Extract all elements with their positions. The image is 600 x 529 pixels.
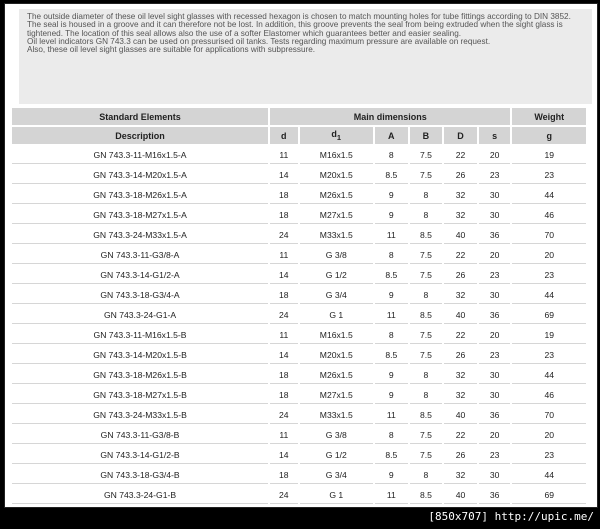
table-row bbox=[12, 426, 586, 444]
cell-d: 14 bbox=[270, 346, 298, 364]
cell-b: 7.5 bbox=[410, 266, 443, 284]
cell-description: GN 743.3-24-G1-A bbox=[12, 306, 268, 324]
cell-description: GN 743.3-11-G3/8-B bbox=[12, 426, 268, 444]
cell-a: 8.5 bbox=[375, 266, 408, 284]
table-row bbox=[12, 366, 586, 384]
cell-description: GN 743.3-24-G1-B bbox=[12, 486, 268, 504]
cell-d: 18 bbox=[270, 286, 298, 304]
cell-g: 70 bbox=[512, 406, 586, 424]
table-row bbox=[12, 306, 586, 324]
cell-d: 11 bbox=[270, 426, 298, 444]
table-row bbox=[12, 446, 586, 464]
cell-d1: G 1 bbox=[300, 306, 373, 324]
cell-b: 8 bbox=[410, 366, 443, 384]
cell-s: 36 bbox=[479, 406, 511, 424]
table-row bbox=[12, 346, 586, 364]
cell-a: 8 bbox=[375, 426, 408, 444]
cell-dd: 22 bbox=[444, 326, 477, 344]
cell-d: 24 bbox=[270, 486, 298, 504]
cell-d1: M20x1.5 bbox=[300, 166, 373, 184]
cell-b: 7.5 bbox=[410, 426, 443, 444]
cell-description: GN 743.3-24-M33x1.5-A bbox=[12, 226, 268, 244]
cell-d: 18 bbox=[270, 206, 298, 224]
group-header-weight: Weight bbox=[512, 108, 586, 125]
cell-d1: M16x1.5 bbox=[300, 146, 373, 164]
cell-b: 8 bbox=[410, 386, 443, 404]
cell-s: 23 bbox=[479, 446, 511, 464]
column-header-a: A bbox=[375, 127, 408, 144]
cell-dd: 40 bbox=[444, 306, 477, 324]
cell-dd: 22 bbox=[444, 146, 477, 164]
cell-a: 11 bbox=[375, 486, 408, 504]
cell-b: 8 bbox=[410, 286, 443, 304]
cell-s: 20 bbox=[479, 426, 511, 444]
cell-description: GN 743.3-14-M20x1.5-B bbox=[12, 346, 268, 364]
cell-d1: G 1/2 bbox=[300, 446, 373, 464]
cell-s: 30 bbox=[479, 466, 511, 484]
cell-d: 24 bbox=[270, 406, 298, 424]
column-header-description: Description bbox=[12, 127, 268, 144]
cell-a: 9 bbox=[375, 186, 408, 204]
cell-d: 24 bbox=[270, 306, 298, 324]
cell-d1: G 3/4 bbox=[300, 286, 373, 304]
intro-paragraph-1: The outside diameter of these oil level sight glasses with recessed hexagon is chosen to match mounting holes for tube fittings according to DIN 3852. bbox=[27, 12, 571, 21]
table-row bbox=[12, 486, 586, 504]
column-header-d1-base: d bbox=[331, 129, 337, 140]
cell-b: 7.5 bbox=[410, 146, 443, 164]
cell-g: 19 bbox=[512, 326, 586, 344]
cell-g: 44 bbox=[512, 466, 586, 484]
cell-d1: G 1 bbox=[300, 486, 373, 504]
cell-dd: 40 bbox=[444, 406, 477, 424]
cell-d: 14 bbox=[270, 166, 298, 184]
cell-b: 7.5 bbox=[410, 346, 443, 364]
cell-b: 8 bbox=[410, 466, 443, 484]
intro-paragraph-3: Oil level indicators GN 743.3 can be used on pressurised oil tanks. Tests regarding maximum pressure are available on request. bbox=[27, 36, 491, 46]
cell-d: 14 bbox=[270, 266, 298, 284]
cell-d: 24 bbox=[270, 226, 298, 244]
cell-d1: M26x1.5 bbox=[300, 366, 373, 384]
cell-a: 8.5 bbox=[375, 166, 408, 184]
cell-d: 11 bbox=[270, 246, 298, 264]
column-header-s: s bbox=[479, 127, 511, 144]
cell-d: 11 bbox=[270, 326, 298, 344]
cell-g: 44 bbox=[512, 286, 586, 304]
cell-g: 70 bbox=[512, 226, 586, 244]
cell-g: 19 bbox=[512, 146, 586, 164]
cell-b: 8 bbox=[410, 186, 443, 204]
cell-s: 30 bbox=[479, 206, 511, 224]
cell-d1: M27x1.5 bbox=[300, 206, 373, 224]
table-row bbox=[12, 286, 586, 304]
cell-a: 9 bbox=[375, 206, 408, 224]
cell-g: 44 bbox=[512, 366, 586, 384]
cell-dd: 32 bbox=[444, 206, 477, 224]
cell-a: 8 bbox=[375, 146, 408, 164]
cell-description: GN 743.3-18-M27x1.5-A bbox=[12, 206, 268, 224]
cell-g: 46 bbox=[512, 206, 586, 224]
cell-dd: 32 bbox=[444, 186, 477, 204]
cell-g: 23 bbox=[512, 266, 586, 284]
table-row bbox=[12, 146, 586, 164]
cell-g: 23 bbox=[512, 346, 586, 364]
cell-dd: 40 bbox=[444, 486, 477, 504]
table-row bbox=[12, 406, 586, 424]
column-header-d1-subscript: 1 bbox=[336, 132, 342, 142]
cell-dd: 22 bbox=[444, 246, 477, 264]
cell-description: GN 743.3-18-G3/4-B bbox=[12, 466, 268, 484]
cell-s: 30 bbox=[479, 366, 511, 384]
cell-g: 20 bbox=[512, 426, 586, 444]
cell-b: 7.5 bbox=[410, 446, 443, 464]
cell-description: GN 743.3-11-M16x1.5-B bbox=[12, 326, 268, 344]
cell-d1: M33x1.5 bbox=[300, 226, 373, 244]
cell-s: 36 bbox=[479, 306, 511, 324]
cell-dd: 26 bbox=[444, 446, 477, 464]
group-header-standard: Standard Elements bbox=[12, 108, 268, 125]
table-row bbox=[12, 246, 586, 264]
group-header-main-dimensions: Main dimensions bbox=[270, 108, 510, 125]
cell-s: 30 bbox=[479, 386, 511, 404]
cell-dd: 22 bbox=[444, 426, 477, 444]
cell-a: 8.5 bbox=[375, 446, 408, 464]
cell-d: 18 bbox=[270, 466, 298, 484]
cell-d1: M20x1.5 bbox=[300, 346, 373, 364]
cell-a: 9 bbox=[375, 366, 408, 384]
cell-d1: G 1/2 bbox=[300, 266, 373, 284]
cell-a: 8 bbox=[375, 246, 408, 264]
cell-dd: 26 bbox=[444, 346, 477, 364]
cell-description: GN 743.3-11-G3/8-A bbox=[12, 246, 268, 264]
column-header-b: B bbox=[410, 127, 443, 144]
cell-s: 23 bbox=[479, 346, 511, 364]
cell-b: 7.5 bbox=[410, 326, 443, 344]
cell-d1: G 3/8 bbox=[300, 246, 373, 264]
cell-d1: M16x1.5 bbox=[300, 326, 373, 344]
cell-s: 20 bbox=[479, 326, 511, 344]
cell-description: GN 743.3-14-G1/2-B bbox=[12, 446, 268, 464]
cell-s: 30 bbox=[479, 286, 511, 304]
cell-d1: G 3/4 bbox=[300, 466, 373, 484]
cell-dd: 32 bbox=[444, 286, 477, 304]
table-row bbox=[12, 326, 586, 344]
cell-s: 23 bbox=[479, 166, 511, 184]
intro-paragraph-2: The seal is housed in a groove and it can therefore not be lost. In addition, this groove prevents the seal from being extruded when the sight glass is tightened. The location of this seal allows also the use of a softer Elastomer which guarantees better and easier sealing. bbox=[27, 20, 563, 38]
cell-description: GN 743.3-18-G3/4-A bbox=[12, 286, 268, 304]
cell-a: 9 bbox=[375, 466, 408, 484]
cell-description: GN 743.3-11-M16x1.5-A bbox=[12, 146, 268, 164]
table-row bbox=[12, 226, 586, 244]
cell-s: 20 bbox=[479, 146, 511, 164]
cell-b: 8.5 bbox=[410, 306, 443, 324]
column-header-d1 bbox=[300, 127, 373, 144]
cell-a: 11 bbox=[375, 406, 408, 424]
cell-b: 8 bbox=[410, 206, 443, 224]
cell-d1: G 3/8 bbox=[300, 426, 373, 444]
cell-d: 18 bbox=[270, 186, 298, 204]
cell-dd: 32 bbox=[444, 386, 477, 404]
cell-s: 36 bbox=[479, 226, 511, 244]
cell-s: 23 bbox=[479, 266, 511, 284]
cell-d1: M33x1.5 bbox=[300, 406, 373, 424]
column-header-dd: D bbox=[444, 127, 477, 144]
cell-dd: 26 bbox=[444, 266, 477, 284]
cell-d: 18 bbox=[270, 366, 298, 384]
image-host-footer: [850x707] http://upic.me/ bbox=[428, 510, 594, 523]
intro-box bbox=[19, 9, 592, 104]
cell-d: 11 bbox=[270, 146, 298, 164]
cell-a: 8.5 bbox=[375, 346, 408, 364]
cell-dd: 26 bbox=[444, 166, 477, 184]
cell-description: GN 743.3-24-M33x1.5-B bbox=[12, 406, 268, 424]
table-row bbox=[12, 186, 586, 204]
cell-description: GN 743.3-18-M26x1.5-A bbox=[12, 186, 268, 204]
cell-dd: 40 bbox=[444, 226, 477, 244]
column-header-g: g bbox=[512, 127, 586, 144]
cell-b: 8.5 bbox=[410, 406, 443, 424]
table-row bbox=[12, 466, 586, 484]
cell-description: GN 743.3-18-M27x1.5-B bbox=[12, 386, 268, 404]
cell-b: 8.5 bbox=[410, 226, 443, 244]
table-row bbox=[12, 386, 586, 404]
cell-d1: M26x1.5 bbox=[300, 186, 373, 204]
cell-g: 46 bbox=[512, 386, 586, 404]
cell-b: 8.5 bbox=[410, 486, 443, 504]
cell-g: 69 bbox=[512, 306, 586, 324]
cell-description: GN 743.3-18-M26x1.5-B bbox=[12, 366, 268, 384]
cell-g: 69 bbox=[512, 486, 586, 504]
cell-g: 23 bbox=[512, 166, 586, 184]
table-body bbox=[12, 146, 586, 504]
cell-s: 36 bbox=[479, 486, 511, 504]
cell-d: 18 bbox=[270, 386, 298, 404]
cell-g: 20 bbox=[512, 246, 586, 264]
cell-d1: M27x1.5 bbox=[300, 386, 373, 404]
cell-d: 14 bbox=[270, 446, 298, 464]
cell-dd: 32 bbox=[444, 466, 477, 484]
cell-a: 9 bbox=[375, 286, 408, 304]
table-row bbox=[12, 266, 586, 284]
table-row bbox=[12, 166, 586, 184]
cell-b: 7.5 bbox=[410, 166, 443, 184]
cell-s: 30 bbox=[479, 186, 511, 204]
cell-g: 23 bbox=[512, 446, 586, 464]
cell-dd: 32 bbox=[444, 366, 477, 384]
cell-a: 8 bbox=[375, 326, 408, 344]
dimensions-table bbox=[10, 106, 588, 506]
cell-description: GN 743.3-14-M20x1.5-A bbox=[12, 166, 268, 184]
column-header-d: d bbox=[270, 127, 298, 144]
cell-description: GN 743.3-14-G1/2-A bbox=[12, 266, 268, 284]
cell-g: 44 bbox=[512, 186, 586, 204]
table-row bbox=[12, 206, 586, 224]
intro-paragraph-4: Also, these oil level sight glasses are suitable for applications with subpressure. bbox=[27, 45, 316, 55]
cell-a: 11 bbox=[375, 226, 408, 244]
cell-a: 11 bbox=[375, 306, 408, 324]
cell-a: 9 bbox=[375, 386, 408, 404]
cell-s: 20 bbox=[479, 246, 511, 264]
cell-b: 7.5 bbox=[410, 246, 443, 264]
